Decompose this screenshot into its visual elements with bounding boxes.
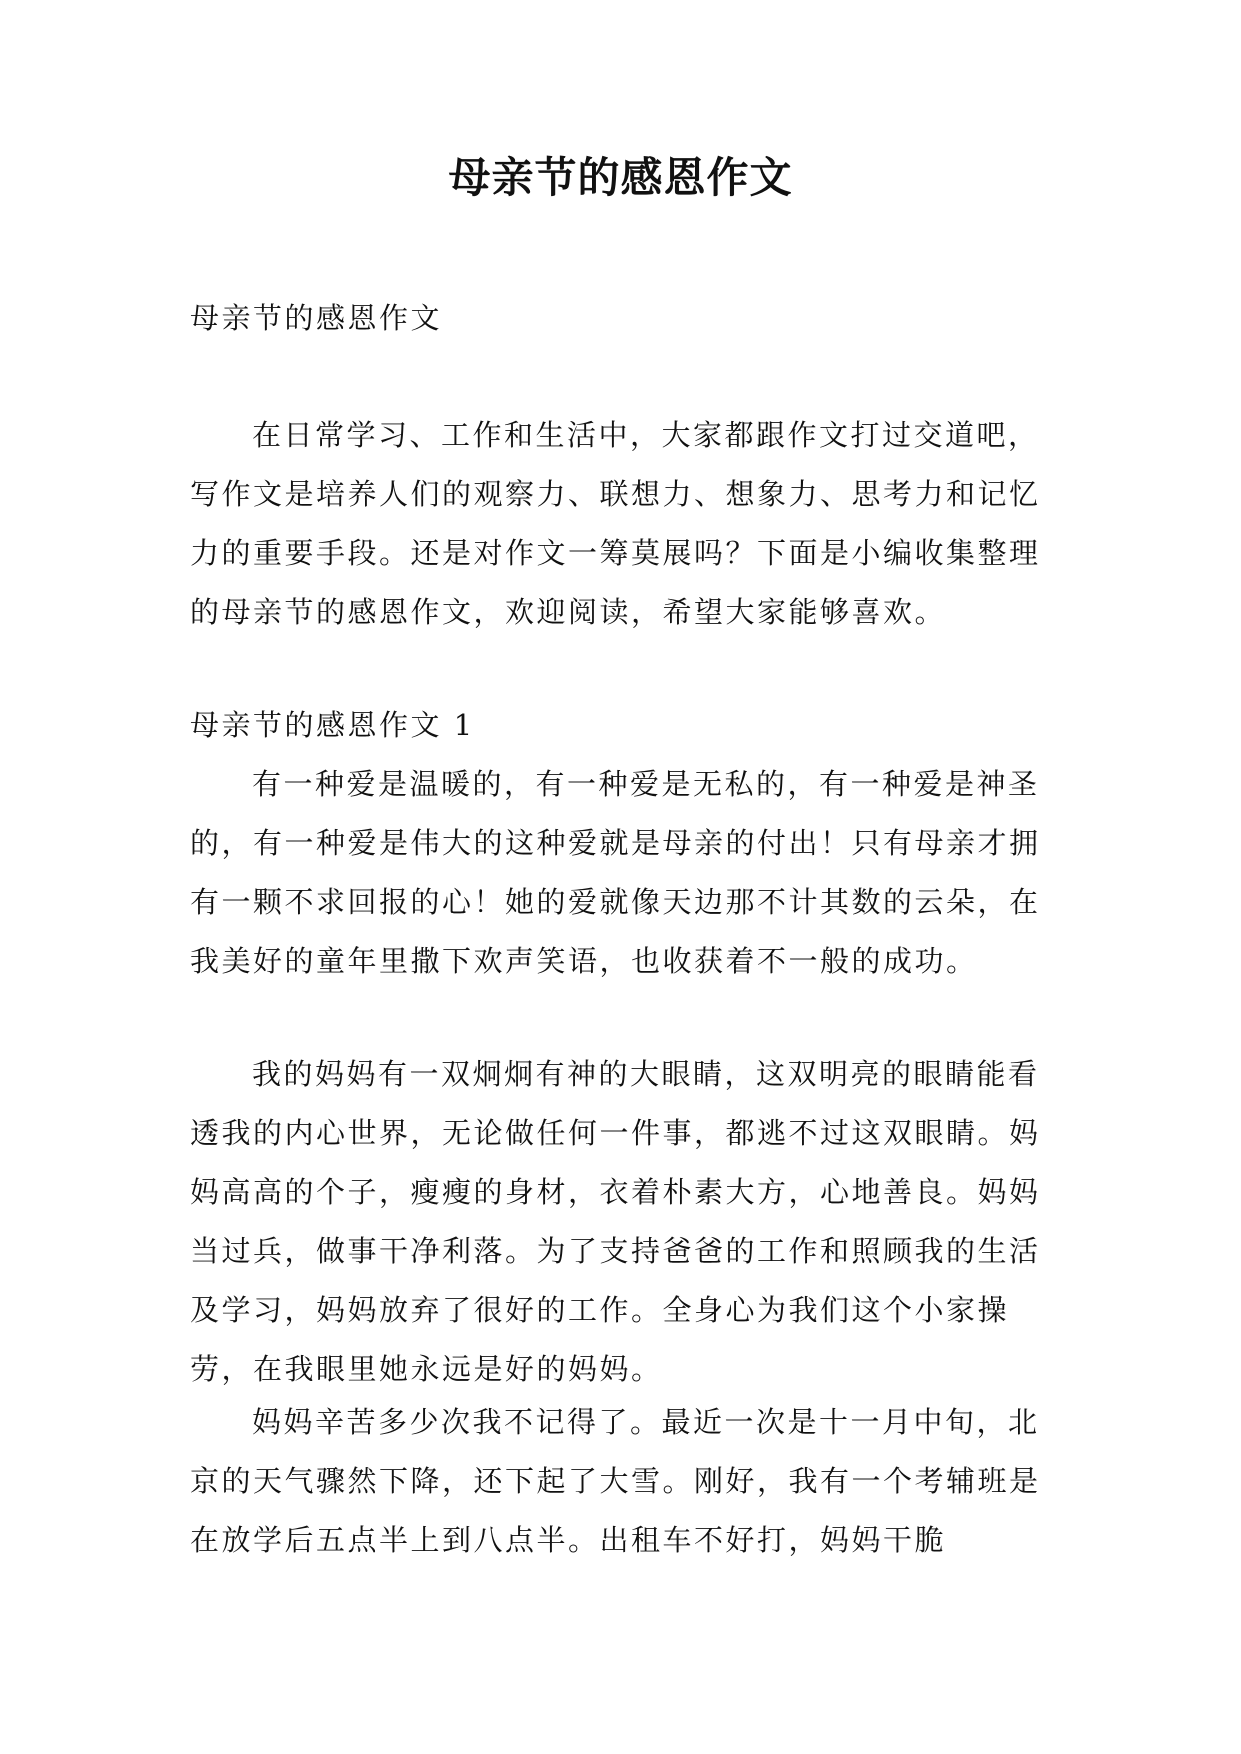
document-subtitle: 母亲节的感恩作文 [190, 301, 443, 335]
body-paragraph-1: 有一种爱是温暖的，有一种爱是无私的，有一种爱是神圣的，有一种爱是伟大的这种爱就是母亲的付出！只有母亲才拥有一颗不求回报的心！她的爱就像天边那不计其数的云朵，在我美好的童年里撒下欢声笑语，也收获着不一般的成功。 [190, 767, 1041, 978]
document-title: 母亲节的感恩作文 [448, 153, 793, 202]
section-heading: 母亲节的感恩作文 1 [190, 708, 475, 742]
body-paragraph-2: 我的妈妈有一双炯炯有神的大眼睛，这双明亮的眼睛能看透我的内心世界，无论做任何一件事，都逃不过这双眼睛。妈妈高高的个子，瘦瘦的身材，衣着朴素大方，心地善良。妈妈当过兵，做事干净利落。为了支持爸爸的工作和照顾我的生活及学习，妈妈放弃了很好的工作。全身心为我们这个小家操劳，在我眼里她永远是好的妈妈。 [190, 1057, 1041, 1386]
intro-paragraph: 在日常学习、工作和生活中，大家都跟作文打过交道吧，写作文是培养人们的观察力、联想力、想象力、思考力和记忆力的重要手段。还是对作文一筹莫展吗？下面是小编收集整理的母亲节的感恩作文，欢迎阅读，希望大家能够喜欢。 [190, 418, 1041, 629]
body-paragraph-3: 妈妈辛苦多少次我不记得了。最近一次是十一月中旬，北京的天气骤然下降，还下起了大雪。刚好，我有一个考辅班是在放学后五点半上到八点半。出租车不好打，妈妈干脆 [190, 1405, 1041, 1557]
